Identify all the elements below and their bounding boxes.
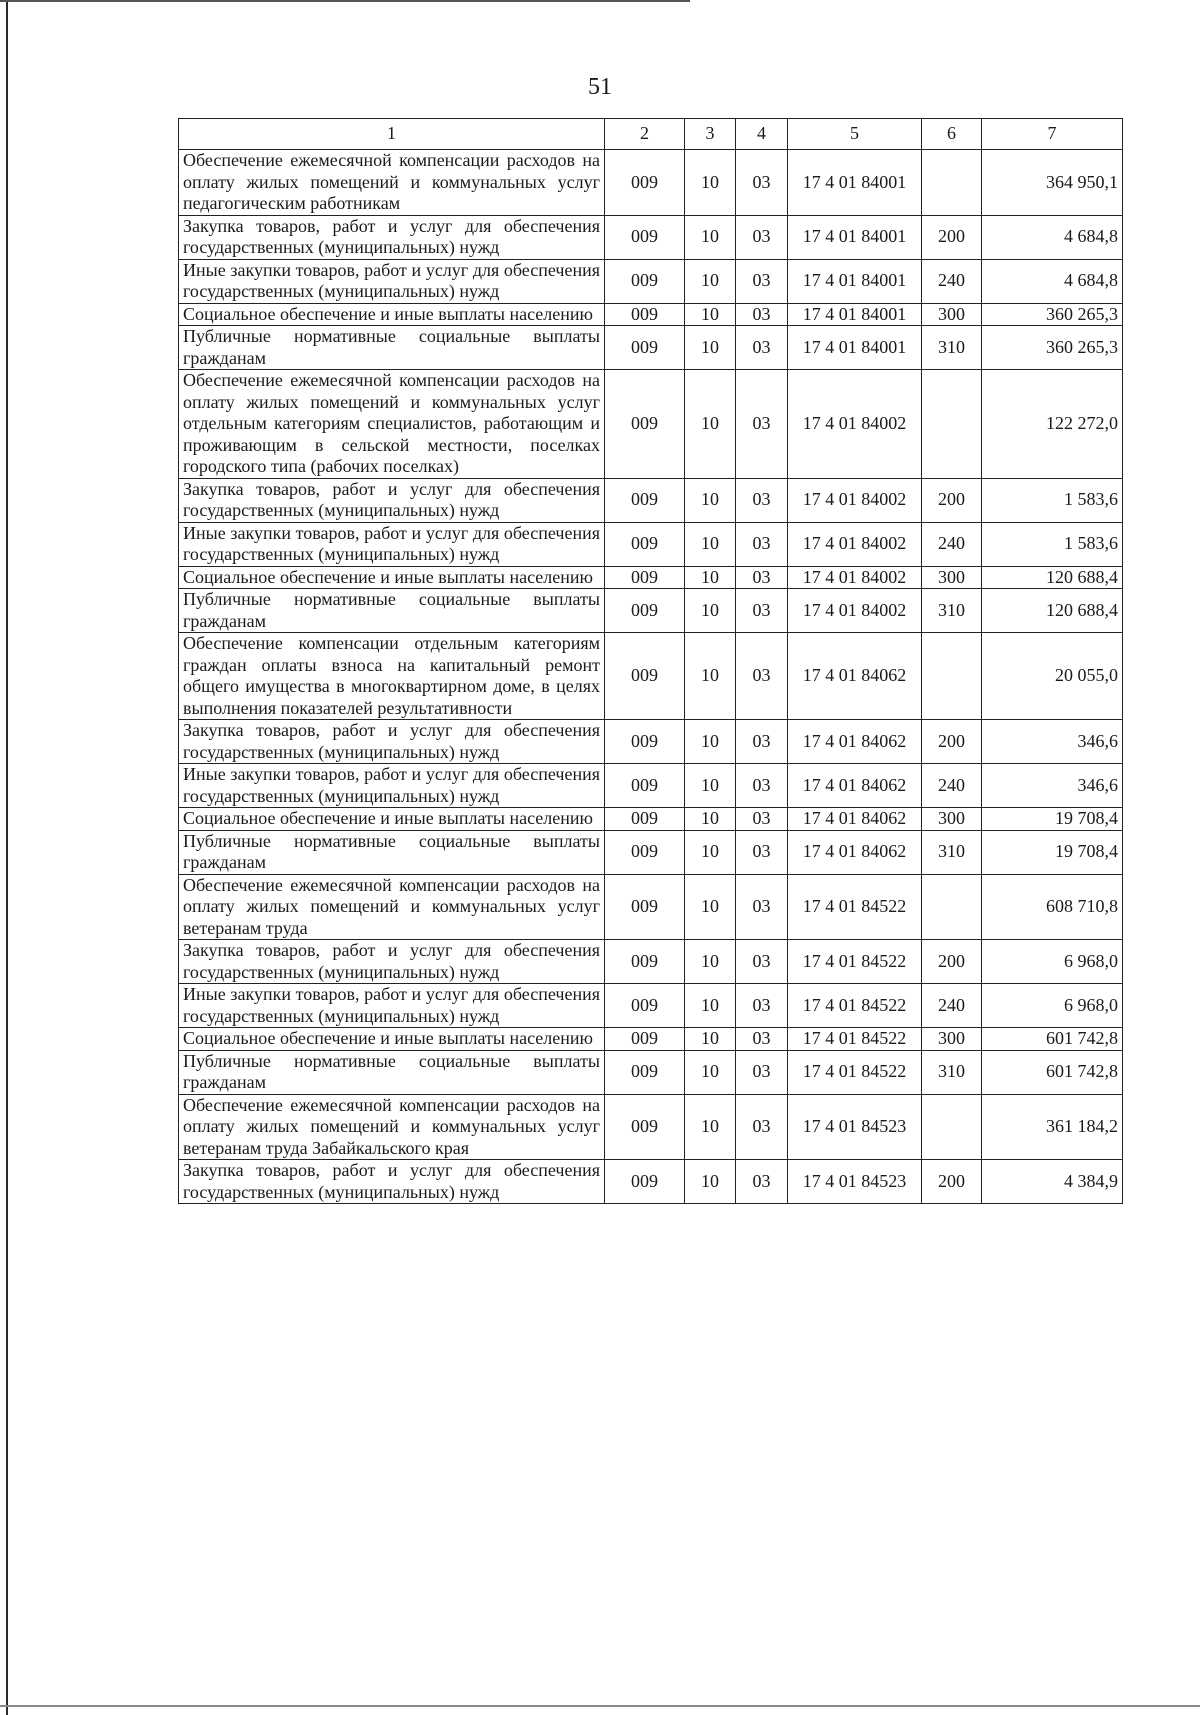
row-code-ministry: 009 (605, 589, 685, 633)
row-code-target: 17 4 01 84062 (788, 808, 922, 831)
header-col-4: 4 (736, 119, 788, 150)
table-row (179, 215, 1123, 259)
row-description: Обеспечение компенсации отдельным категориям граждан оплаты взноса на капитальный ремонт общего имущества в многоквартирном доме, в целях выполнения показателей результативности (179, 633, 605, 720)
row-code-subsection: 03 (736, 303, 788, 326)
header-row (179, 119, 1123, 150)
row-code-subsection: 03 (736, 764, 788, 808)
row-code-subsection: 03 (736, 633, 788, 720)
row-code-section: 10 (685, 874, 736, 940)
row-code-target: 17 4 01 84062 (788, 830, 922, 874)
row-amount: 608 710,8 (982, 874, 1123, 940)
row-description: Публичные нормативные социальные выплаты гражданам (179, 830, 605, 874)
row-code-target: 17 4 01 84002 (788, 566, 922, 589)
row-code-target: 17 4 01 84523 (788, 1094, 922, 1160)
row-amount: 19 708,4 (982, 830, 1123, 874)
table-row (179, 830, 1123, 874)
table-row (179, 874, 1123, 940)
header-col-7: 7 (982, 119, 1123, 150)
row-code-target: 17 4 01 84062 (788, 764, 922, 808)
row-code-expense-type (922, 633, 982, 720)
row-amount: 1 583,6 (982, 522, 1123, 566)
table-row (179, 1050, 1123, 1094)
row-description: Закупка товаров, работ и услуг для обеспечения государственных (муниципальных) нужд (179, 215, 605, 259)
row-description: Закупка товаров, работ и услуг для обеспечения государственных (муниципальных) нужд (179, 478, 605, 522)
table-row (179, 1028, 1123, 1051)
row-description: Социальное обеспечение и иные выплаты населению (179, 566, 605, 589)
row-code-target: 17 4 01 84522 (788, 874, 922, 940)
row-code-expense-type: 300 (922, 1028, 982, 1051)
page-number: 51 (588, 74, 612, 100)
row-code-section: 10 (685, 150, 736, 216)
table-row (179, 566, 1123, 589)
row-code-target: 17 4 01 84522 (788, 940, 922, 984)
scan-edge-bottom (0, 1705, 1200, 1707)
row-description: Закупка товаров, работ и услуг для обеспечения государственных (муниципальных) нужд (179, 720, 605, 764)
row-code-subsection: 03 (736, 940, 788, 984)
row-amount: 120 688,4 (982, 589, 1123, 633)
table-row (179, 720, 1123, 764)
row-amount: 346,6 (982, 720, 1123, 764)
table-row (179, 478, 1123, 522)
row-amount: 122 272,0 (982, 370, 1123, 479)
row-code-target: 17 4 01 84002 (788, 522, 922, 566)
row-description: Публичные нормативные социальные выплаты гражданам (179, 589, 605, 633)
row-code-ministry: 009 (605, 764, 685, 808)
header-col-1: 1 (179, 119, 605, 150)
table-body (179, 150, 1123, 1204)
row-code-ministry: 009 (605, 808, 685, 831)
row-code-ministry: 009 (605, 259, 685, 303)
row-code-target: 17 4 01 84002 (788, 589, 922, 633)
row-description: Обеспечение ежемесячной компенсации расходов на оплату жилых помещений и коммунальных услуг ветеранам труда (179, 874, 605, 940)
table-row (179, 589, 1123, 633)
row-code-subsection: 03 (736, 215, 788, 259)
row-code-ministry: 009 (605, 1094, 685, 1160)
row-code-subsection: 03 (736, 984, 788, 1028)
row-code-section: 10 (685, 303, 736, 326)
row-code-ministry: 009 (605, 303, 685, 326)
row-code-section: 10 (685, 589, 736, 633)
row-code-section: 10 (685, 940, 736, 984)
row-code-expense-type: 310 (922, 589, 982, 633)
row-code-section: 10 (685, 984, 736, 1028)
row-code-section: 10 (685, 830, 736, 874)
row-code-target: 17 4 01 84522 (788, 1050, 922, 1094)
row-amount: 360 265,3 (982, 303, 1123, 326)
header-col-2: 2 (605, 119, 685, 150)
row-amount: 4 384,9 (982, 1160, 1123, 1204)
row-description: Социальное обеспечение и иные выплаты населению (179, 1028, 605, 1051)
row-amount: 6 968,0 (982, 984, 1123, 1028)
row-code-section: 10 (685, 478, 736, 522)
header-col-6: 6 (922, 119, 982, 150)
row-code-expense-type: 240 (922, 522, 982, 566)
row-code-section: 10 (685, 1094, 736, 1160)
row-code-target: 17 4 01 84522 (788, 984, 922, 1028)
row-code-expense-type: 310 (922, 830, 982, 874)
row-code-subsection: 03 (736, 1050, 788, 1094)
row-code-expense-type: 240 (922, 984, 982, 1028)
row-code-ministry: 009 (605, 150, 685, 216)
row-code-subsection: 03 (736, 830, 788, 874)
row-code-ministry: 009 (605, 633, 685, 720)
row-code-ministry: 009 (605, 1028, 685, 1051)
row-code-ministry: 009 (605, 522, 685, 566)
row-description: Публичные нормативные социальные выплаты гражданам (179, 326, 605, 370)
row-code-section: 10 (685, 326, 736, 370)
row-code-section: 10 (685, 522, 736, 566)
row-description: Иные закупки товаров, работ и услуг для обеспечения государственных (муниципальных) нужд (179, 984, 605, 1028)
row-code-subsection: 03 (736, 589, 788, 633)
row-code-expense-type: 300 (922, 566, 982, 589)
row-amount: 364 950,1 (982, 150, 1123, 216)
table-row (179, 326, 1123, 370)
table-row (179, 522, 1123, 566)
table-row (179, 940, 1123, 984)
row-code-ministry: 009 (605, 1160, 685, 1204)
row-code-target: 17 4 01 84523 (788, 1160, 922, 1204)
row-code-subsection: 03 (736, 720, 788, 764)
row-code-ministry: 009 (605, 1050, 685, 1094)
table-row (179, 259, 1123, 303)
row-code-expense-type: 200 (922, 478, 982, 522)
row-amount: 20 055,0 (982, 633, 1123, 720)
row-code-section: 10 (685, 720, 736, 764)
row-code-target: 17 4 01 84001 (788, 150, 922, 216)
row-code-expense-type: 310 (922, 1050, 982, 1094)
row-code-expense-type (922, 370, 982, 479)
scan-edge-left (6, 0, 8, 1715)
row-code-subsection: 03 (736, 478, 788, 522)
row-description: Иные закупки товаров, работ и услуг для обеспечения государственных (муниципальных) нужд (179, 522, 605, 566)
row-code-section: 10 (685, 215, 736, 259)
row-code-subsection: 03 (736, 522, 788, 566)
row-code-ministry: 009 (605, 940, 685, 984)
row-code-section: 10 (685, 633, 736, 720)
row-code-target: 17 4 01 84001 (788, 215, 922, 259)
table-row (179, 633, 1123, 720)
row-code-expense-type: 310 (922, 326, 982, 370)
row-code-target: 17 4 01 84001 (788, 326, 922, 370)
row-code-subsection: 03 (736, 326, 788, 370)
row-code-subsection: 03 (736, 150, 788, 216)
row-code-subsection: 03 (736, 1160, 788, 1204)
row-code-expense-type: 300 (922, 303, 982, 326)
budget-table (178, 118, 1123, 1204)
row-code-subsection: 03 (736, 370, 788, 479)
row-amount: 601 742,8 (982, 1050, 1123, 1094)
table-row (179, 984, 1123, 1028)
row-code-section: 10 (685, 1028, 736, 1051)
row-code-target: 17 4 01 84522 (788, 1028, 922, 1051)
row-code-section: 10 (685, 259, 736, 303)
row-code-target: 17 4 01 84002 (788, 478, 922, 522)
row-code-section: 10 (685, 370, 736, 479)
row-code-section: 10 (685, 808, 736, 831)
row-code-target: 17 4 01 84062 (788, 720, 922, 764)
row-code-ministry: 009 (605, 215, 685, 259)
row-code-expense-type (922, 874, 982, 940)
row-amount: 346,6 (982, 764, 1123, 808)
row-amount: 6 968,0 (982, 940, 1123, 984)
row-description: Публичные нормативные социальные выплаты гражданам (179, 1050, 605, 1094)
row-code-expense-type: 200 (922, 215, 982, 259)
row-code-expense-type (922, 1094, 982, 1160)
row-code-target: 17 4 01 84002 (788, 370, 922, 479)
row-code-subsection: 03 (736, 566, 788, 589)
row-code-ministry: 009 (605, 984, 685, 1028)
table-row (179, 1160, 1123, 1204)
row-description: Иные закупки товаров, работ и услуг для обеспечения государственных (муниципальных) нужд (179, 259, 605, 303)
row-description: Обеспечение ежемесячной компенсации расходов на оплату жилых помещений и коммунальных услуг педагогическим работникам (179, 150, 605, 216)
row-code-ministry: 009 (605, 830, 685, 874)
row-code-section: 10 (685, 1160, 736, 1204)
row-code-ministry: 009 (605, 370, 685, 479)
row-description: Социальное обеспечение и иные выплаты населению (179, 808, 605, 831)
table-row (179, 370, 1123, 479)
row-code-expense-type: 300 (922, 808, 982, 831)
row-code-target: 17 4 01 84001 (788, 303, 922, 326)
row-amount: 361 184,2 (982, 1094, 1123, 1160)
row-code-section: 10 (685, 764, 736, 808)
table-row (179, 303, 1123, 326)
row-description: Закупка товаров, работ и услуг для обеспечения государственных (муниципальных) нужд (179, 1160, 605, 1204)
row-description: Закупка товаров, работ и услуг для обеспечения государственных (муниципальных) нужд (179, 940, 605, 984)
header-col-5: 5 (788, 119, 922, 150)
row-amount: 1 583,6 (982, 478, 1123, 522)
row-code-target: 17 4 01 84062 (788, 633, 922, 720)
row-code-subsection: 03 (736, 1094, 788, 1160)
row-code-ministry: 009 (605, 326, 685, 370)
table-row (179, 1094, 1123, 1160)
row-code-section: 10 (685, 1050, 736, 1094)
row-code-expense-type: 240 (922, 764, 982, 808)
row-amount: 601 742,8 (982, 1028, 1123, 1051)
table-row (179, 150, 1123, 216)
row-code-section: 10 (685, 566, 736, 589)
row-code-ministry: 009 (605, 478, 685, 522)
row-amount: 120 688,4 (982, 566, 1123, 589)
row-code-subsection: 03 (736, 1028, 788, 1051)
row-code-expense-type: 200 (922, 720, 982, 764)
row-amount: 19 708,4 (982, 808, 1123, 831)
row-code-subsection: 03 (736, 808, 788, 831)
row-code-subsection: 03 (736, 874, 788, 940)
row-code-ministry: 009 (605, 874, 685, 940)
row-description: Обеспечение ежемесячной компенсации расходов на оплату жилых помещений и коммунальных услуг ветеранам труда Забайкальского края (179, 1094, 605, 1160)
scan-edge-top (0, 0, 690, 2)
row-description: Социальное обеспечение и иные выплаты населению (179, 303, 605, 326)
header-col-3: 3 (685, 119, 736, 150)
row-code-ministry: 009 (605, 720, 685, 764)
row-code-expense-type: 200 (922, 1160, 982, 1204)
table-row (179, 764, 1123, 808)
row-description: Иные закупки товаров, работ и услуг для обеспечения государственных (муниципальных) нужд (179, 764, 605, 808)
row-code-expense-type: 240 (922, 259, 982, 303)
row-description: Обеспечение ежемесячной компенсации расходов на оплату жилых помещений и коммунальных услуг отдельным категориям специалистов, работающим и проживающим в сельской местности, поселках городского типа (рабочих поселках) (179, 370, 605, 479)
row-code-ministry: 009 (605, 566, 685, 589)
row-code-expense-type: 200 (922, 940, 982, 984)
row-code-subsection: 03 (736, 259, 788, 303)
row-code-target: 17 4 01 84001 (788, 259, 922, 303)
row-amount: 4 684,8 (982, 215, 1123, 259)
row-code-expense-type (922, 150, 982, 216)
table-row (179, 808, 1123, 831)
row-amount: 360 265,3 (982, 326, 1123, 370)
row-amount: 4 684,8 (982, 259, 1123, 303)
